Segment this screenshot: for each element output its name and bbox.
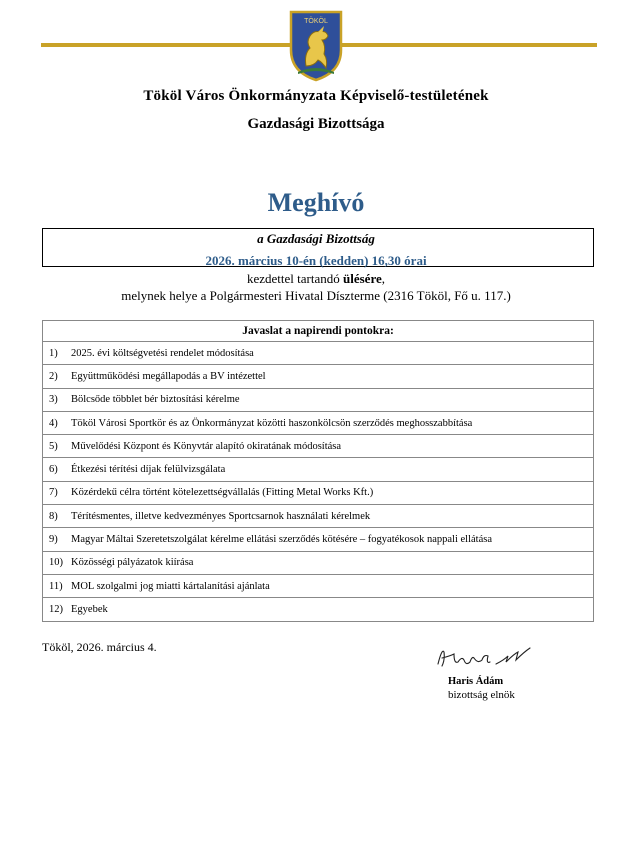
- agenda-item-number: 8): [49, 510, 58, 522]
- committee-title: Gazdasági Bizottsága: [247, 116, 385, 132]
- agenda-row: [43, 528, 594, 551]
- agenda-row: [43, 574, 594, 597]
- agenda-item-number: 12): [49, 603, 63, 615]
- agenda-row: [43, 435, 594, 458]
- agenda-item-text: Közösségi pályázatok kiírása: [71, 557, 194, 569]
- crest-label: TÖKÖL: [304, 18, 328, 25]
- agenda-item: [43, 551, 594, 574]
- agenda-item-number: 3): [49, 394, 58, 406]
- agenda-table: [42, 320, 594, 622]
- council-title: Tököl Város Önkormányzata Képviselő-testületének: [143, 88, 489, 104]
- agenda-row: [43, 551, 594, 574]
- agenda-row: [43, 505, 594, 528]
- agenda-item-number: 11): [49, 580, 63, 592]
- agenda-item: [43, 505, 594, 528]
- agenda-item-number: 2): [49, 370, 58, 382]
- agenda-item-text: Művelődési Központ és Könyvtár alapító okiratának módosítása: [71, 440, 342, 452]
- signer-name: Haris Ádám: [448, 676, 504, 687]
- agenda-item-number: 6): [49, 464, 58, 476]
- meeting-place: melynek helye a Polgármesteri Hivatal Díszterme (2316 Tököl, Fő u. 117.): [121, 288, 511, 303]
- agenda-row: [43, 481, 594, 504]
- agenda-row: [43, 388, 594, 411]
- signer-role: bizottság elnök: [448, 689, 515, 701]
- agenda-item-number: 5): [49, 440, 58, 452]
- agenda-row: [43, 598, 594, 621]
- agenda-item-text: Magyar Máltai Szeretetszolgálat kérelme ellátási szerződés kötésére – fogyatékosok nappali ellátása: [71, 534, 492, 546]
- agenda-item-text: Térítésmentes, illetve kedvezményes Sportcsarnok használati kérelmek: [71, 510, 371, 522]
- agenda-item: [43, 388, 594, 411]
- invitation-heading: Meghívó: [267, 188, 365, 217]
- agenda-item-text: Egyebek: [71, 603, 108, 615]
- agenda-item-text: MOL szolgalmi jog miatti kártalanítási ajánlata: [71, 580, 270, 592]
- start-prefix: kezdettel tartandó: [246, 271, 343, 286]
- agenda-item: [43, 411, 594, 434]
- signature-icon: [434, 642, 534, 674]
- agenda-row: [43, 365, 594, 388]
- agenda-item-text: Tököl Városi Sportkör és az Önkormányzat közötti haszonkölcsön szerződés meghosszabbítása: [71, 417, 473, 429]
- town-crest-icon: [288, 10, 344, 82]
- committee-subtitle: a Gazdasági Bizottság: [257, 231, 375, 246]
- agenda-item: [43, 435, 594, 458]
- agenda-row: [43, 458, 594, 481]
- agenda-row: [43, 411, 594, 434]
- meeting-start-line: [0, 271, 632, 287]
- agenda-item: [43, 574, 594, 597]
- agenda-header: Javaslat a napirendi pontokra:: [43, 321, 594, 342]
- agenda-item-number: 7): [49, 487, 58, 499]
- agenda-row: [43, 342, 594, 365]
- agenda-item-number: 1): [49, 347, 58, 359]
- agenda-item-number: 4): [49, 417, 58, 429]
- start-bold: ülésére: [343, 271, 382, 286]
- agenda-item-text: Együttműködési megállapodás a BV intézettel: [71, 370, 266, 382]
- agenda-item-text: Közérdekű célra történt kötelezettségvállalás (Fitting Metal Works Kft.): [71, 487, 374, 499]
- agenda-item-text: Étkezési térítési díjak felülvizsgálata: [71, 464, 226, 476]
- agenda-item: [43, 365, 594, 388]
- agenda-item-text: Bölcsőde többlet bér biztosítási kérelme: [71, 394, 240, 406]
- agenda-item-text: 2025. évi költségvetési rendelet módosítása: [71, 347, 254, 359]
- meeting-date-time: 2026. március 10-én (kedden) 16,30 órai: [205, 253, 427, 268]
- start-suffix: ,: [381, 271, 385, 286]
- agenda-item: [43, 481, 594, 504]
- agenda-item: [43, 458, 594, 481]
- agenda-item-number: 9): [49, 534, 58, 546]
- agenda-item-number: 10): [49, 557, 63, 569]
- agenda-item: [43, 528, 594, 551]
- agenda-item: [43, 342, 594, 365]
- agenda-item: [43, 598, 594, 621]
- agenda-header-row: [43, 321, 594, 342]
- place-and-date: Tököl, 2026. március 4.: [42, 640, 157, 654]
